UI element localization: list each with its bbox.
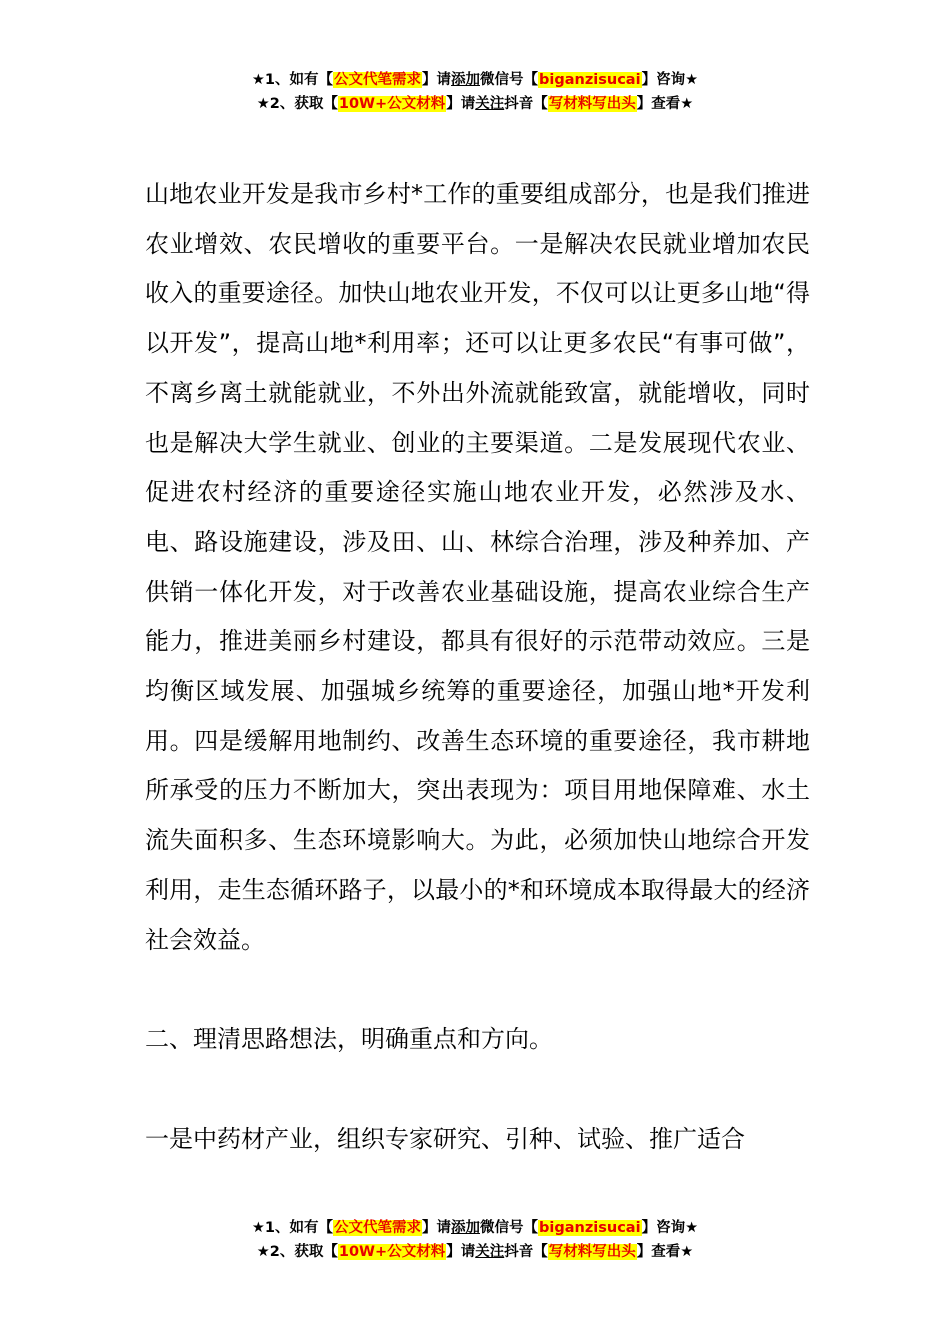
highlight-materials: 10W+公文材料 bbox=[338, 96, 446, 112]
paragraph-continued: 一是中药材产业，组织专家研究、引种、试验、推广适合 bbox=[145, 1124, 745, 1153]
section-heading: 二、理清思路想法，明确重点和方向。 bbox=[145, 1025, 553, 1054]
highlight-douyin-account: 写材料写出头 bbox=[548, 96, 636, 112]
banner-line-1: ★1、如有【公文代笔需求】请添加微信号【biganzisucai】咨询★ bbox=[251, 1220, 699, 1236]
paragraph-intro: 山地农业开发是我市乡村*工作的重要组成部分，也是我们推进农业增效、农民增收的重要平台。一是解决农民就业增加农民收入的重要途径。加快山地农业开发，不仅可以让更多山地“得以开发”，提高山地*利用率；还可以让更多农民“有事可做”，不离乡离土就能就业，不外出外流就能致富，就能增收，同时也是解决大学生就业、创业的主要渠道。二是发展现代农业、促进农村经济的重要途径实施山地农业开发，必然涉及水、电、路设施建设，涉及田、山、林综合治理，涉及种养加、产供销一体化开发，对于改善农业基础设施，提高农业综合生产能力，推进美丽乡村建设，都具有很好的示范带动效应。三是均衡区域发展、加强城乡统筹的重要途径，加强山地*开发利用。四是缓解用地制约、改善生态环境的重要途径，我市耕地所承受的压力不断加大，突出表现为：项目用地保障难、水土流失面积多、生态环境影响大。为此，必须加快山地综合开发利用，走生态循环路子，以最小的*和环境成本取得最大的经济社会效益。 bbox=[145, 180, 810, 954]
banner-line-1: ★1、如有【公文代笔需求】请添加微信号【biganzisucai】咨询★ bbox=[251, 72, 699, 88]
document-body bbox=[145, 170, 810, 1165]
highlight-wechat-id: biganzisucai bbox=[539, 72, 641, 88]
banner-line-2: ★2、获取【10W+公文材料】请关注抖音【写材料写出头】查看★ bbox=[256, 1244, 694, 1260]
highlight-wechat-id: biganzisucai bbox=[539, 1220, 641, 1236]
footer-banner bbox=[0, 1216, 950, 1264]
highlight-writing-service: 公文代笔需求 bbox=[334, 1220, 422, 1236]
highlight-writing-service: 公文代笔需求 bbox=[334, 72, 422, 88]
highlight-materials: 10W+公文材料 bbox=[338, 1244, 446, 1260]
banner-line-2: ★2、获取【10W+公文材料】请关注抖音【写材料写出头】查看★ bbox=[256, 96, 694, 112]
header-banner bbox=[0, 68, 950, 116]
highlight-douyin-account: 写材料写出头 bbox=[548, 1244, 636, 1260]
